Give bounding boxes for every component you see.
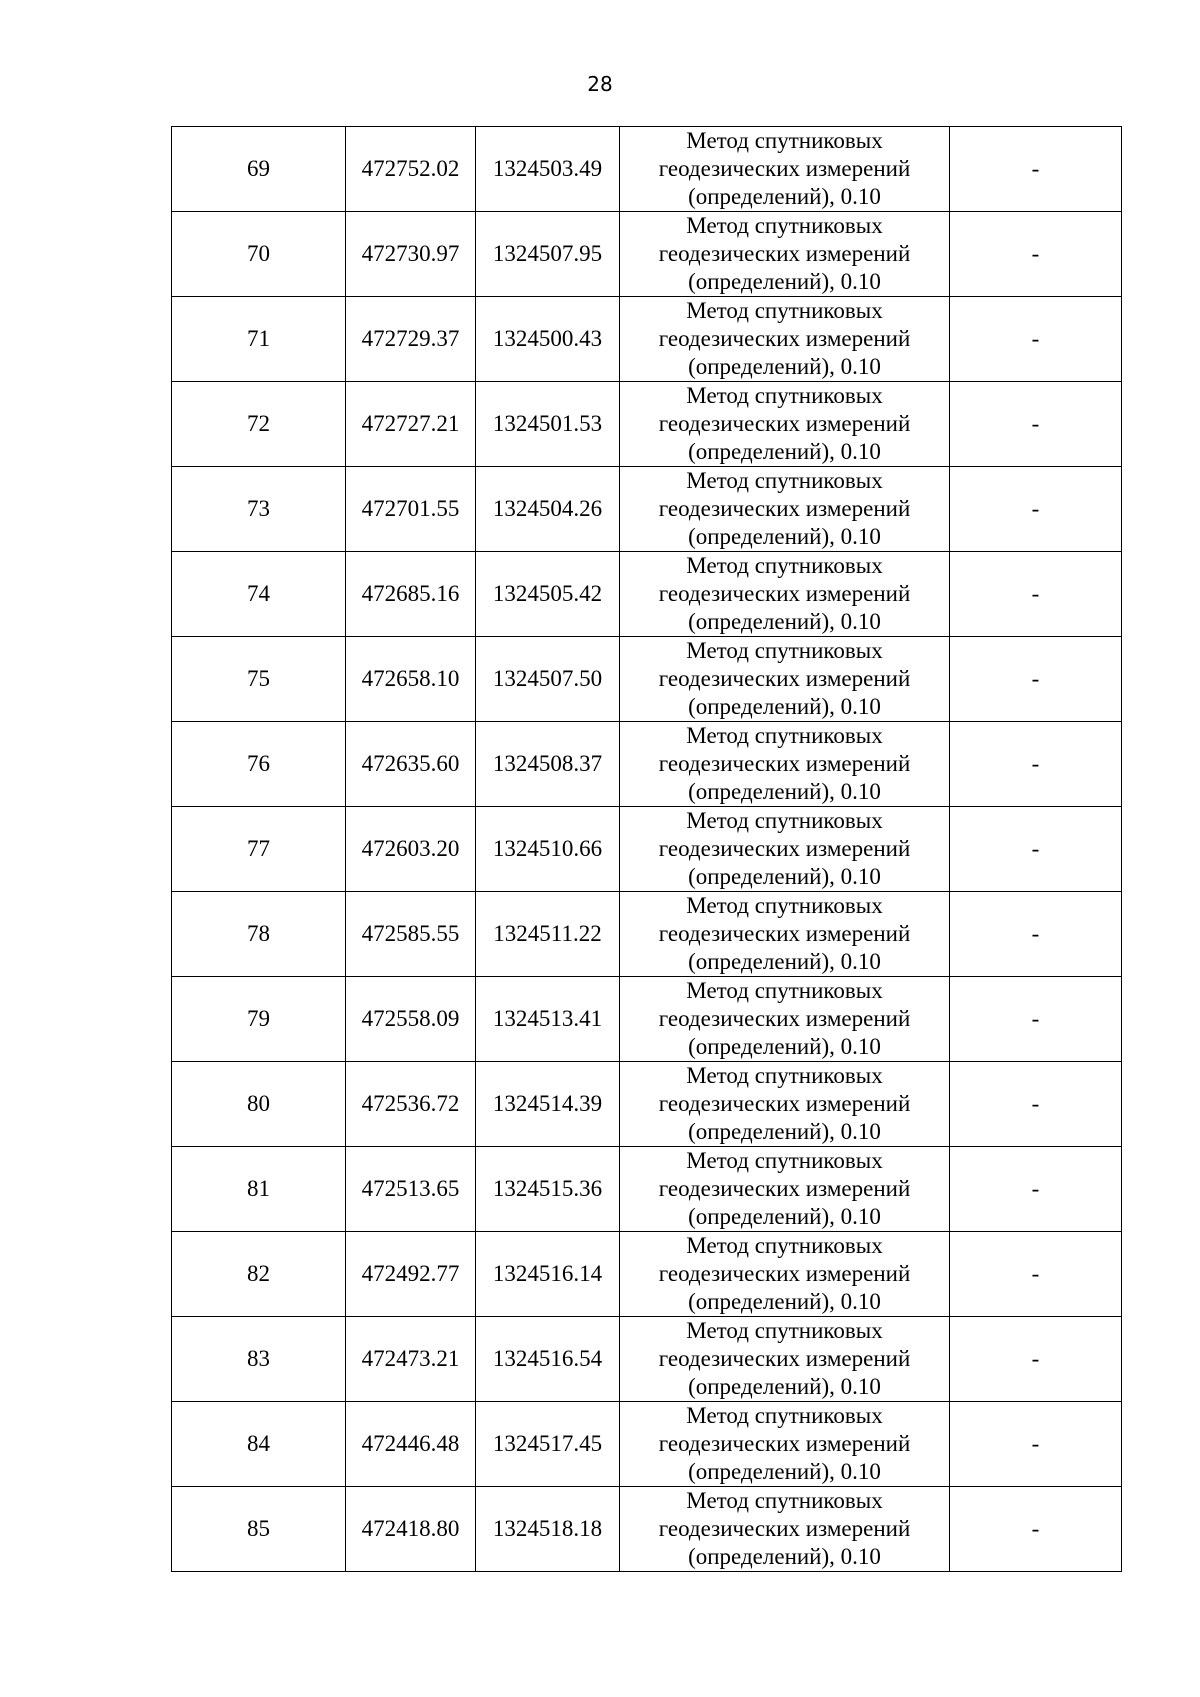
y-coordinate-cell: 1324514.39 [476, 1062, 620, 1147]
note-cell: - [950, 1317, 1122, 1402]
y-coordinate-cell: 1324510.66 [476, 807, 620, 892]
note-cell: - [950, 1232, 1122, 1317]
method-accuracy-cell [620, 467, 950, 552]
table-row [172, 1402, 1122, 1487]
method-text: Метод спутниковых геодезических измерений (определений), 0.10 [658, 128, 911, 209]
table-row [172, 552, 1122, 637]
point-number-cell: 75 [172, 637, 346, 722]
x-coordinate-cell: 472701.55 [346, 467, 476, 552]
method-accuracy-cell [620, 1147, 950, 1232]
y-coordinate-cell: 1324500.43 [476, 297, 620, 382]
note-cell: - [950, 467, 1122, 552]
point-number-cell: 74 [172, 552, 346, 637]
point-number-cell: 84 [172, 1402, 346, 1487]
note-cell: - [950, 1147, 1122, 1232]
point-number-cell: 81 [172, 1147, 346, 1232]
note-cell: - [950, 892, 1122, 977]
point-number-cell: 71 [172, 297, 346, 382]
method-text: Метод спутниковых геодезических измерений (определений), 0.10 [658, 978, 911, 1059]
x-coordinate-cell: 472729.37 [346, 297, 476, 382]
y-coordinate-cell: 1324504.26 [476, 467, 620, 552]
table-row [172, 467, 1122, 552]
method-text: Метод спутниковых геодезических измерений (определений), 0.10 [658, 1148, 911, 1229]
point-number-cell: 80 [172, 1062, 346, 1147]
table-row [172, 297, 1122, 382]
method-text: Метод спутниковых геодезических измерений (определений), 0.10 [658, 893, 911, 974]
method-accuracy-cell [620, 722, 950, 807]
table-row [172, 722, 1122, 807]
point-number-cell: 72 [172, 382, 346, 467]
y-coordinate-cell: 1324515.36 [476, 1147, 620, 1232]
x-coordinate-cell: 472658.10 [346, 637, 476, 722]
method-accuracy-cell [620, 1062, 950, 1147]
x-coordinate-cell: 472752.02 [346, 127, 476, 212]
method-text: Метод спутниковых геодезических измерений (определений), 0.10 [658, 1488, 911, 1569]
note-cell: - [950, 127, 1122, 212]
method-accuracy-cell [620, 637, 950, 722]
method-text: Метод спутниковых геодезических измерений (определений), 0.10 [658, 1233, 911, 1314]
table-row [172, 1062, 1122, 1147]
note-cell: - [950, 297, 1122, 382]
table-row [172, 212, 1122, 297]
note-cell: - [950, 722, 1122, 807]
method-accuracy-cell [620, 382, 950, 467]
method-accuracy-cell [620, 807, 950, 892]
table-row [172, 637, 1122, 722]
note-cell: - [950, 977, 1122, 1062]
table-row [172, 1232, 1122, 1317]
note-cell: - [950, 1402, 1122, 1487]
page-number: 28 [587, 72, 613, 96]
x-coordinate-cell: 472727.21 [346, 382, 476, 467]
note-cell: - [950, 382, 1122, 467]
y-coordinate-cell: 1324517.45 [476, 1402, 620, 1487]
y-coordinate-cell: 1324507.95 [476, 212, 620, 297]
coordinates-table [171, 126, 1122, 1572]
method-text: Метод спутниковых геодезических измерений (определений), 0.10 [658, 468, 911, 549]
x-coordinate-cell: 472685.16 [346, 552, 476, 637]
x-coordinate-cell: 472446.48 [346, 1402, 476, 1487]
note-cell: - [950, 1487, 1122, 1572]
method-text: Метод спутниковых геодезических измерений (определений), 0.10 [658, 723, 911, 804]
note-cell: - [950, 212, 1122, 297]
x-coordinate-cell: 472558.09 [346, 977, 476, 1062]
method-accuracy-cell [620, 212, 950, 297]
point-number-cell: 83 [172, 1317, 346, 1402]
method-text: Метод спутниковых геодезических измерений (определений), 0.10 [658, 1063, 911, 1144]
point-number-cell: 78 [172, 892, 346, 977]
y-coordinate-cell: 1324505.42 [476, 552, 620, 637]
y-coordinate-cell: 1324516.54 [476, 1317, 620, 1402]
method-text: Метод спутниковых геодезических измерений (определений), 0.10 [658, 808, 911, 889]
method-accuracy-cell [620, 552, 950, 637]
table-row [172, 1147, 1122, 1232]
method-accuracy-cell [620, 892, 950, 977]
method-text: Метод спутниковых геодезических измерений (определений), 0.10 [658, 1318, 911, 1399]
table-row [172, 977, 1122, 1062]
y-coordinate-cell: 1324508.37 [476, 722, 620, 807]
x-coordinate-cell: 472585.55 [346, 892, 476, 977]
note-cell: - [950, 807, 1122, 892]
note-cell: - [950, 552, 1122, 637]
point-number-cell: 82 [172, 1232, 346, 1317]
point-number-cell: 77 [172, 807, 346, 892]
note-cell: - [950, 637, 1122, 722]
x-coordinate-cell: 472513.65 [346, 1147, 476, 1232]
method-text: Метод спутниковых геодезических измерений (определений), 0.10 [658, 638, 911, 719]
x-coordinate-cell: 472473.21 [346, 1317, 476, 1402]
method-accuracy-cell [620, 1402, 950, 1487]
x-coordinate-cell: 472418.80 [346, 1487, 476, 1572]
y-coordinate-cell: 1324511.22 [476, 892, 620, 977]
table-row [172, 807, 1122, 892]
method-text: Метод спутниковых геодезических измерений (определений), 0.10 [658, 213, 911, 294]
method-accuracy-cell [620, 1317, 950, 1402]
method-accuracy-cell [620, 977, 950, 1062]
point-number-cell: 70 [172, 212, 346, 297]
x-coordinate-cell: 472635.60 [346, 722, 476, 807]
method-text: Метод спутниковых геодезических измерений (определений), 0.10 [658, 553, 911, 634]
x-coordinate-cell: 472730.97 [346, 212, 476, 297]
point-number-cell: 85 [172, 1487, 346, 1572]
y-coordinate-cell: 1324507.50 [476, 637, 620, 722]
x-coordinate-cell: 472603.20 [346, 807, 476, 892]
table-row [172, 127, 1122, 212]
table-row [172, 1487, 1122, 1572]
method-text: Метод спутниковых геодезических измерений (определений), 0.10 [658, 1403, 911, 1484]
table-row [172, 382, 1122, 467]
point-number-cell: 73 [172, 467, 346, 552]
method-accuracy-cell [620, 297, 950, 382]
x-coordinate-cell: 472492.77 [346, 1232, 476, 1317]
y-coordinate-cell: 1324501.53 [476, 382, 620, 467]
y-coordinate-cell: 1324516.14 [476, 1232, 620, 1317]
table-row [172, 892, 1122, 977]
table-row [172, 1317, 1122, 1402]
point-number-cell: 79 [172, 977, 346, 1062]
y-coordinate-cell: 1324503.49 [476, 127, 620, 212]
method-text: Метод спутниковых геодезических измерений (определений), 0.10 [658, 383, 911, 464]
method-accuracy-cell [620, 1487, 950, 1572]
method-accuracy-cell [620, 1232, 950, 1317]
point-number-cell: 69 [172, 127, 346, 212]
y-coordinate-cell: 1324513.41 [476, 977, 620, 1062]
note-cell: - [950, 1062, 1122, 1147]
method-accuracy-cell [620, 127, 950, 212]
point-number-cell: 76 [172, 722, 346, 807]
y-coordinate-cell: 1324518.18 [476, 1487, 620, 1572]
x-coordinate-cell: 472536.72 [346, 1062, 476, 1147]
coordinates-table-body [172, 127, 1122, 1572]
method-text: Метод спутниковых геодезических измерений (определений), 0.10 [658, 298, 911, 379]
